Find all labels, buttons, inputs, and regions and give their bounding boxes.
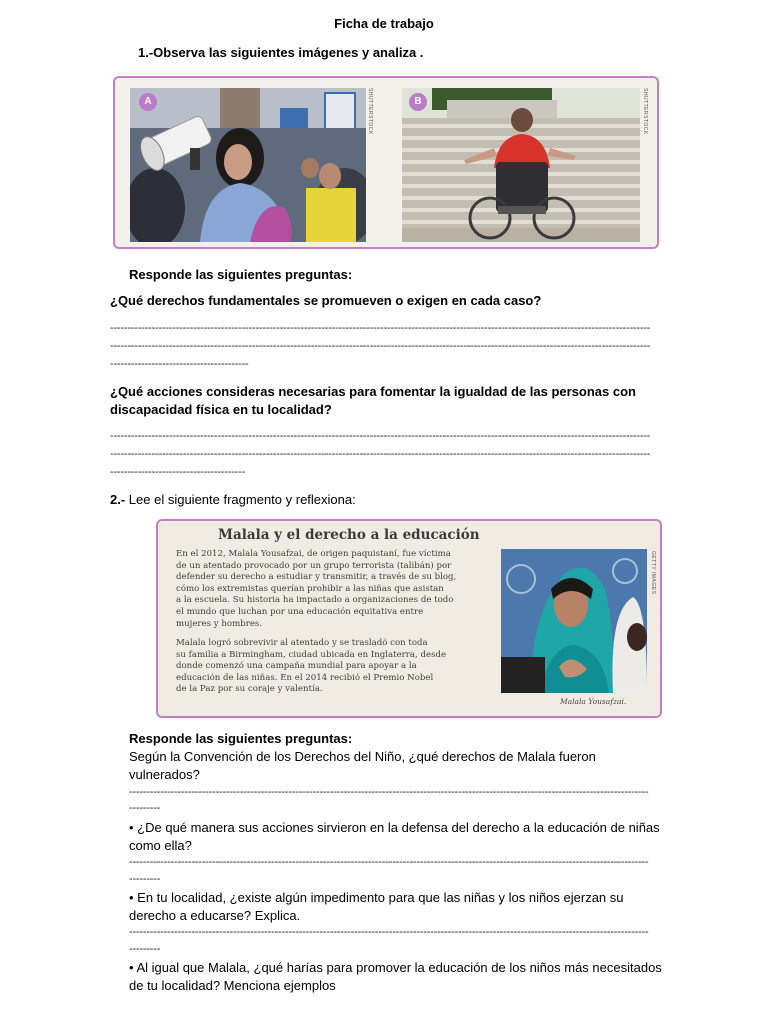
reading-line: el mundo que luchan por una educación equitativa entre: [176, 606, 424, 617]
reading-line: mujeres y hombres.: [176, 618, 263, 629]
answer-line[interactable]: ------------------------------------------------------------------------------------------------------------------------------------------------------: [129, 786, 649, 798]
reading-paragraph-2: [176, 638, 486, 696]
section-1-heading: 1.-Observa las siguientes imágenes y analiza .: [138, 45, 424, 60]
reading-line: de un atentado provocado por un grupo terrorista (talibán) por: [176, 560, 452, 571]
answer-line[interactable]: ------------------------------------------------------------------------------------------------------------------------------------------------------: [129, 926, 649, 938]
question-2-1-line-2: vulnerados?: [129, 767, 200, 782]
question-2-2-line-1: • ¿De qué manera sus acciones sirvieron en la defensa del derecho a la educación de niñas: [129, 820, 660, 835]
reading-line: defender su derecho a estudiar y transmitir, a través de su blog,: [176, 572, 457, 583]
answer-line[interactable]: ------------------------------------------------------------------------------------------------------------------------------------------------------------: [110, 340, 651, 352]
answer-line[interactable]: ------------------------------------------------------------------------------------------------------------------------------------------------------------: [110, 322, 651, 334]
answer-line[interactable]: ------------------------------------------------------------------------------------------------------------------------------------------------------: [129, 856, 649, 868]
question-2-3-line-1: • En tu localidad, ¿existe algún impedimento para que las niñas y los niños ejerzan su: [129, 890, 624, 905]
answer-line[interactable]: ---------: [129, 873, 161, 885]
photo-a-credit: SHUTTERSTOCK: [367, 88, 373, 135]
photo-b-wheelchair-stairs: [402, 88, 640, 242]
answer-line[interactable]: ----------------------------------------: [110, 358, 249, 370]
badge-a: A: [139, 93, 157, 111]
malala-photo-credit: GETTY IMAGES: [650, 551, 656, 595]
answer-line[interactable]: ---------: [129, 802, 161, 814]
question-1-2-line-2: discapacidad física en tu localidad?: [110, 402, 332, 417]
question-2-4-line-1: • Al igual que Malala, ¿qué harías para promover la educación de los niños más necesitados: [129, 960, 662, 975]
reading-line: Malala logró sobrevivir al atentado y se trasladó con toda: [176, 638, 428, 648]
answer-line[interactable]: ------------------------------------------------------------------------------------------------------------------------------------------------------------: [110, 430, 651, 442]
question-1-1: ¿Qué derechos fundamentales se promueven o exigen en cada caso?: [110, 293, 542, 308]
answer-line[interactable]: ---------: [129, 943, 161, 955]
responde-heading-1: Responde las siguientes preguntas:: [129, 267, 353, 282]
reading-line: donde comenzó una campaña mundial para apoyar a la: [176, 661, 417, 672]
question-1-2-line-1: ¿Qué acciones consideras necesarias para fomentar la igualdad de las personas con: [110, 384, 636, 399]
photo-a-protest: [130, 88, 366, 242]
photo-b-credit: SHUTTERSTOCK: [642, 88, 648, 135]
answer-line[interactable]: ---------------------------------------: [110, 466, 246, 478]
malala-photo: [501, 549, 647, 693]
malala-photo-caption: Malala Yousafzai.: [560, 697, 627, 706]
reading-line: su familia a Birmingham, ciudad ubicada en Inglaterra, desde: [176, 649, 447, 660]
responde-heading-2: Responde las siguientes preguntas:: [129, 731, 353, 746]
reading-title: Malala y el derecho a la educación: [218, 527, 480, 543]
answer-line[interactable]: ------------------------------------------------------------------------------------------------------------------------------------------------------------: [110, 448, 651, 460]
question-2-2-line-2: como ella?: [129, 838, 192, 853]
reading-line: educación de las niñas. En el 2014 recibió el Premio Nobel: [176, 672, 434, 683]
question-2-1-line-1: Según la Convención de los Derechos del Niño, ¿qué derechos de Malala fueron: [129, 749, 596, 764]
section-2-number: 2.-: [110, 492, 126, 507]
reading-line: a la escuela. Su historia ha impactado a organizaciones de todo: [176, 595, 454, 606]
question-2-3-line-2: derecho a educarse? Explica.: [129, 908, 301, 923]
reading-paragraph-1: [176, 549, 486, 630]
section-2-heading-text: Lee el siguiente fragmento y reflexiona:: [128, 492, 356, 507]
worksheet-title: Ficha de trabajo: [334, 16, 434, 31]
reading-line: cómo los extremistas querían prohibir a las niñas que asistan: [176, 583, 444, 594]
question-2-4-line-2: de tu localidad? Menciona ejemplos: [129, 978, 336, 993]
reading-line: de la Paz por su coraje y valentía.: [176, 684, 323, 695]
reading-line: En el 2012, Malala Yousafzai, de origen paquistaní, fue víctima: [176, 549, 451, 559]
section-2-heading: [110, 491, 356, 509]
badge-b: B: [409, 93, 427, 111]
